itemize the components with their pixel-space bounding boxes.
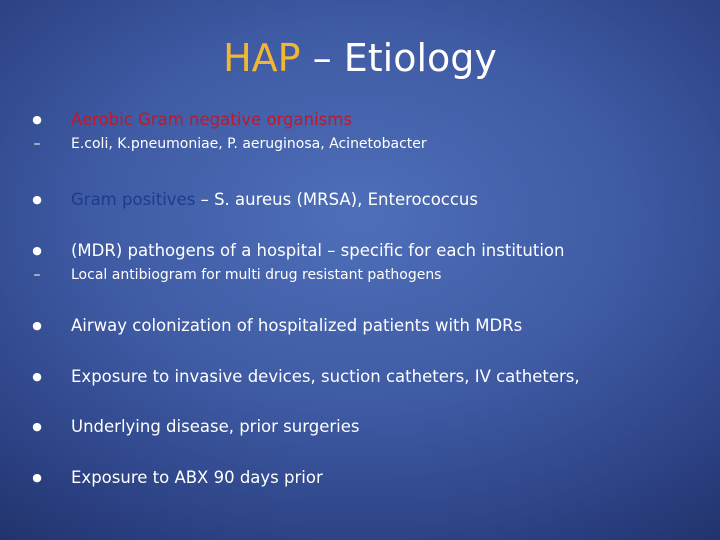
bullet-icon: ● — [32, 113, 42, 126]
list-item — [0, 467, 720, 489]
bullet-icon: ● — [32, 193, 42, 206]
item-text: E.coli, K.pneumoniae, P. aeruginosa, Acinetobacter — [71, 136, 427, 152]
bullet-icon: ● — [32, 370, 42, 383]
slide-title — [0, 34, 720, 82]
list-item — [0, 240, 720, 262]
item-text: Underlying disease, prior surgeries — [71, 417, 360, 436]
bullet-icon: ● — [32, 319, 42, 332]
item-text: Local antibiogram for multi drug resistant pathogens — [71, 267, 442, 283]
item-text: Aerobic Gram negative organisms — [71, 110, 352, 129]
list-item — [0, 265, 720, 285]
list-item — [0, 416, 720, 438]
item-text: Airway colonization of hospitalized patients with MDRs — [71, 316, 523, 335]
item-text: (MDR) pathogens of a hospital – specific for each institution — [71, 241, 565, 260]
item-text: Exposure to invasive devices, suction catheters, IV catheters, — [71, 367, 580, 386]
title-rest: – Etiology — [300, 36, 497, 80]
list-item — [0, 366, 720, 388]
list-item — [0, 189, 720, 211]
item-text-rest: – S. aureus (MRSA), Enterococcus — [195, 190, 478, 209]
list-item — [0, 134, 720, 154]
title-highlight: HAP — [223, 36, 301, 80]
item-text — [71, 189, 478, 211]
dash-icon: – — [33, 136, 41, 152]
list-item — [0, 315, 720, 337]
dash-icon: – — [33, 267, 41, 283]
bullet-icon: ● — [32, 471, 42, 484]
item-text-highlight: Gram positives — [71, 190, 196, 209]
item-text: Exposure to ABX 90 days prior — [71, 468, 323, 487]
bullet-icon: ● — [32, 244, 42, 257]
list-item — [0, 109, 720, 131]
bullet-icon: ● — [32, 420, 42, 433]
